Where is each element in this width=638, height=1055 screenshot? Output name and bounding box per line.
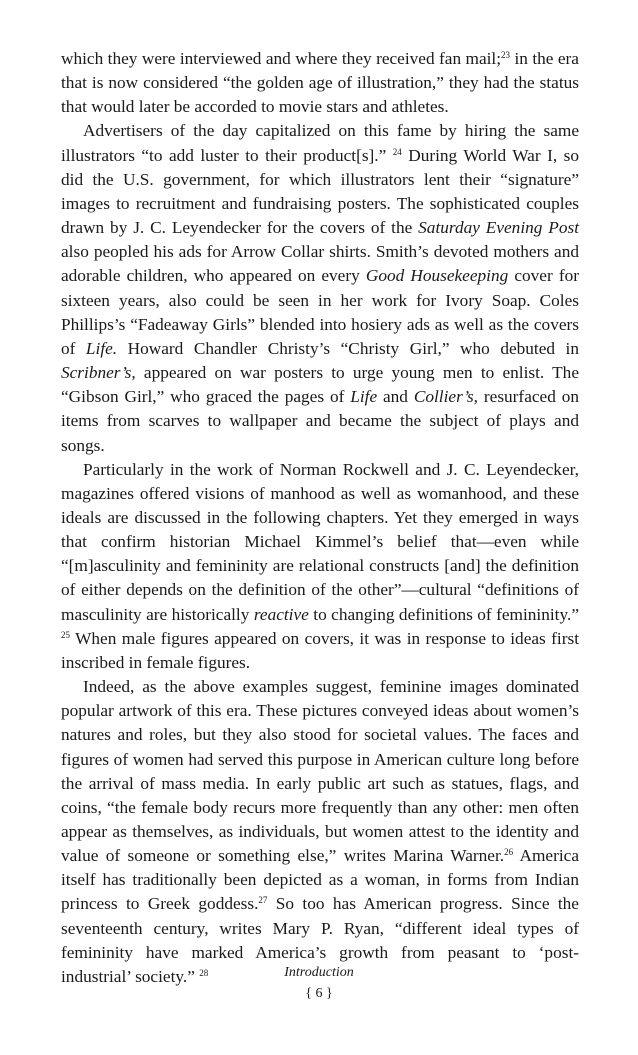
text-run: appeared on war posters to urge young men to enlist. The “Gibson Girl,” who graced the pages of [61, 363, 579, 407]
italic-title: Saturday Evening Post [418, 218, 579, 238]
footnote-ref: 26 [504, 847, 514, 858]
text-run: When male figures appeared on covers, it was in response to ideas first inscribed in female figures. [61, 628, 579, 672]
text-run: Particularly in the work of Norman Rockwell and J. C. Leyendecker, magazines offered visions of manhood as well as womanhood, and these ideals are discussed in the following chapters. Yet they emerged in ways that confirm historian Michael Kimmel’s belief that—even while “[m]asculinity and femininity are relational constructs [and] the definition of either depends on the definition of the other”—cultural “definitions of masculinity are historically [61, 459, 579, 624]
paragraph [61, 119, 579, 457]
italic-title: Good Housekeeping [365, 266, 509, 286]
text-run: Howard Chandler Christy’s “Christy Girl,” who debuted in [117, 338, 579, 358]
footnote-ref: 23 [501, 50, 511, 60]
text-run: and [377, 387, 414, 407]
text-run: resurfaced on items from scarves to wallpaper and became the subject of plays and songs. [61, 387, 580, 455]
text-run: which they were interviewed and where they received fan mail; [61, 49, 502, 68]
running-head: Introduction [284, 965, 354, 980]
text-run: During World War I, so did the U.S. government, for which illustrators lent their “signature” images to recruitment and fundraising posters. The sophisticated couples drawn by J. C. Leyendecker for the covers of the [61, 145, 579, 238]
paragraph [61, 458, 579, 675]
footnote-ref: 25 [61, 629, 70, 640]
text-run: in the era that is now considered “the golden age of illustration,” they had the status that would later be accorded to movie stars and athletes. [61, 49, 579, 117]
italic-title: Life. [85, 338, 118, 358]
text-run: So too has American progress. Since the seventeenth century, writes Mary P. Ryan, “different ideal types of femininity have marked America’s growth from peasant to ‘post-industrial’ society.” [61, 894, 579, 986]
body-text [61, 47, 579, 989]
footnote-ref: 24 [392, 146, 402, 157]
paragraph [61, 675, 579, 989]
italic-title: Scribner’s, [61, 363, 136, 383]
text-run: Advertisers of the day capitalized on this fame by hiring the same illustrators “to add luster to their product[s].” [61, 121, 579, 165]
text-run: Indeed, as the above examples suggest, feminine images dominated popular artwork of this era. These pictures conveyed ideas about women’s natures and roles, but they also stood for societal values. The faces and figures of women had served this purpose in American culture long before the arrival of mass media. In early public art such as statues, flags, and coins, “the female body recurs more frequently than any other: men often appear as themselves, as individuals, but women attest to the identity and value of someone or something else,” writes Marina Warner. [61, 677, 579, 866]
text-run: to changing definitions of femininity.” [308, 604, 579, 624]
text-run: America itself has traditionally been depicted as a woman, in forms from Indian princess to Greek goddess. [61, 846, 579, 914]
italic-title: Life [350, 387, 378, 407]
paragraph [61, 47, 579, 119]
italic-title: Collier’s, [413, 387, 479, 407]
page-number: { 6 } [305, 986, 333, 1001]
footnote-ref: 28 [199, 967, 209, 978]
text-run: also peopled his ads for Arrow Collar shirts. Smith’s devoted mothers and adorable children, who appeared on every [61, 242, 579, 286]
italic-title: reactive [253, 604, 309, 624]
text-run: cover for sixteen years, also could be seen in her work for Ivory Soap. Coles Phillips’s “Fadeaway Girls” blended into hosiery ads as well as the covers of [61, 266, 579, 358]
footnote-ref: 27 [258, 895, 268, 906]
